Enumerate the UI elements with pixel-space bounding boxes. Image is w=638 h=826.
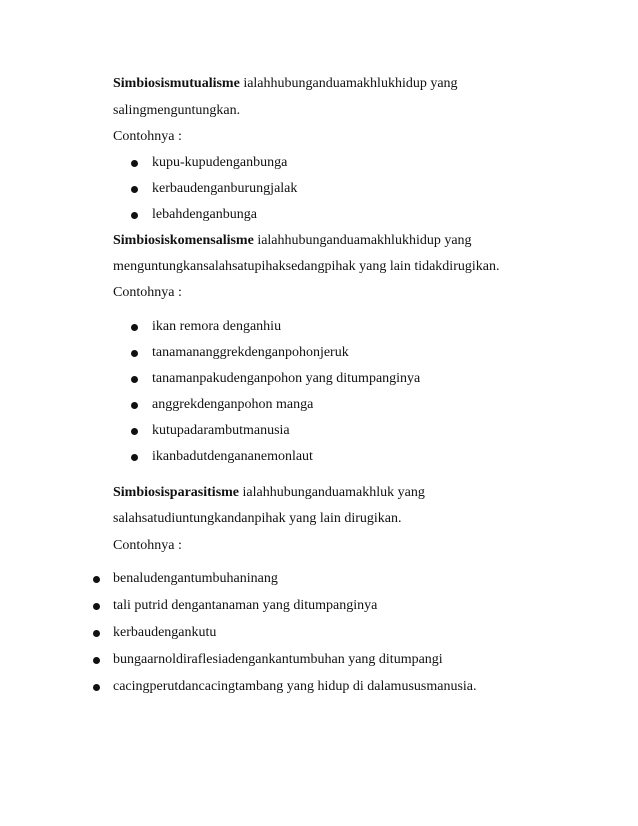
- bullet-icon: [93, 603, 100, 610]
- bullet-icon: [93, 576, 100, 583]
- list-item-text: ikan remora denganhiu: [152, 319, 282, 334]
- list-item-text: tanamanpakudenganpohon yang ditumpanginya: [152, 371, 421, 386]
- bullet-icon: [131, 376, 138, 383]
- komensalisme-definition-line-1: [113, 232, 472, 250]
- list-item-text: anggrekdenganpohon manga: [152, 397, 314, 412]
- list-item-text: ikanbadutdengananemonlaut: [152, 449, 313, 464]
- bullet-icon: [93, 684, 100, 691]
- bullet-icon: [131, 454, 138, 461]
- bullet-icon: [131, 212, 138, 219]
- list-item-text: bungaarnoldiraflesiadengankantumbuhan yang ditumpangi: [113, 652, 443, 667]
- komensalisme-example-label: Contohnya :: [113, 285, 182, 300]
- list-item-text: kerbaudenganburungjalak: [152, 181, 298, 196]
- komensalisme-definition-line-2: menguntungkansalahsatupihaksedangpihak yang lain tidakdirugikan.: [113, 259, 500, 274]
- parasitisme-term: Simbiosisparasitisme: [113, 485, 240, 500]
- list-item-text: tali putrid dengantanaman yang ditumpanginya: [113, 598, 378, 613]
- mutualisme-example-label: Contohnya :: [113, 129, 182, 144]
- parasitisme-example-label: Contohnya :: [113, 538, 182, 553]
- list-item-text: benaludengantumbuhaninang: [113, 571, 278, 586]
- list-item-text: kerbaudengankutu: [113, 625, 217, 640]
- bullet-icon: [131, 428, 138, 435]
- bullet-icon: [131, 160, 138, 167]
- bullet-icon: [131, 350, 138, 357]
- mutualisme-definition-line-2: salingmenguntungkan.: [113, 103, 241, 118]
- list-item-text: cacingperutdancacingtambang yang hidup di dalamususmanusia.: [113, 679, 477, 694]
- list-item-text: kutupadarambutmanusia: [152, 423, 290, 438]
- mutualisme-term: Simbiosismutualisme: [113, 76, 240, 91]
- parasitisme-desc-1: ialahhubunganduamakhluk yang: [239, 485, 425, 500]
- list-item-text: lebahdenganbunga: [152, 207, 257, 222]
- mutualisme-definition-line-1: [113, 75, 458, 93]
- bullet-icon: [131, 402, 138, 409]
- bullet-icon: [131, 324, 138, 331]
- list-item-text: tanamananggrekdenganpohonjeruk: [152, 345, 349, 360]
- bullet-icon: [93, 630, 100, 637]
- mutualisme-desc-1: ialahhubunganduamakhlukhidup yang: [239, 76, 458, 91]
- parasitisme-definition-line-1: [113, 484, 425, 502]
- komensalisme-term: Simbiosiskomensalisme: [113, 233, 254, 248]
- parasitisme-definition-line-2: salahsatudiuntungkandanpihak yang lain dirugikan.: [113, 511, 402, 526]
- bullet-icon: [93, 657, 100, 664]
- list-item-text: kupu-kupudenganbunga: [152, 155, 288, 170]
- bullet-icon: [131, 186, 138, 193]
- komensalisme-desc-1: ialahhubunganduamakhlukhidup yang: [253, 233, 472, 248]
